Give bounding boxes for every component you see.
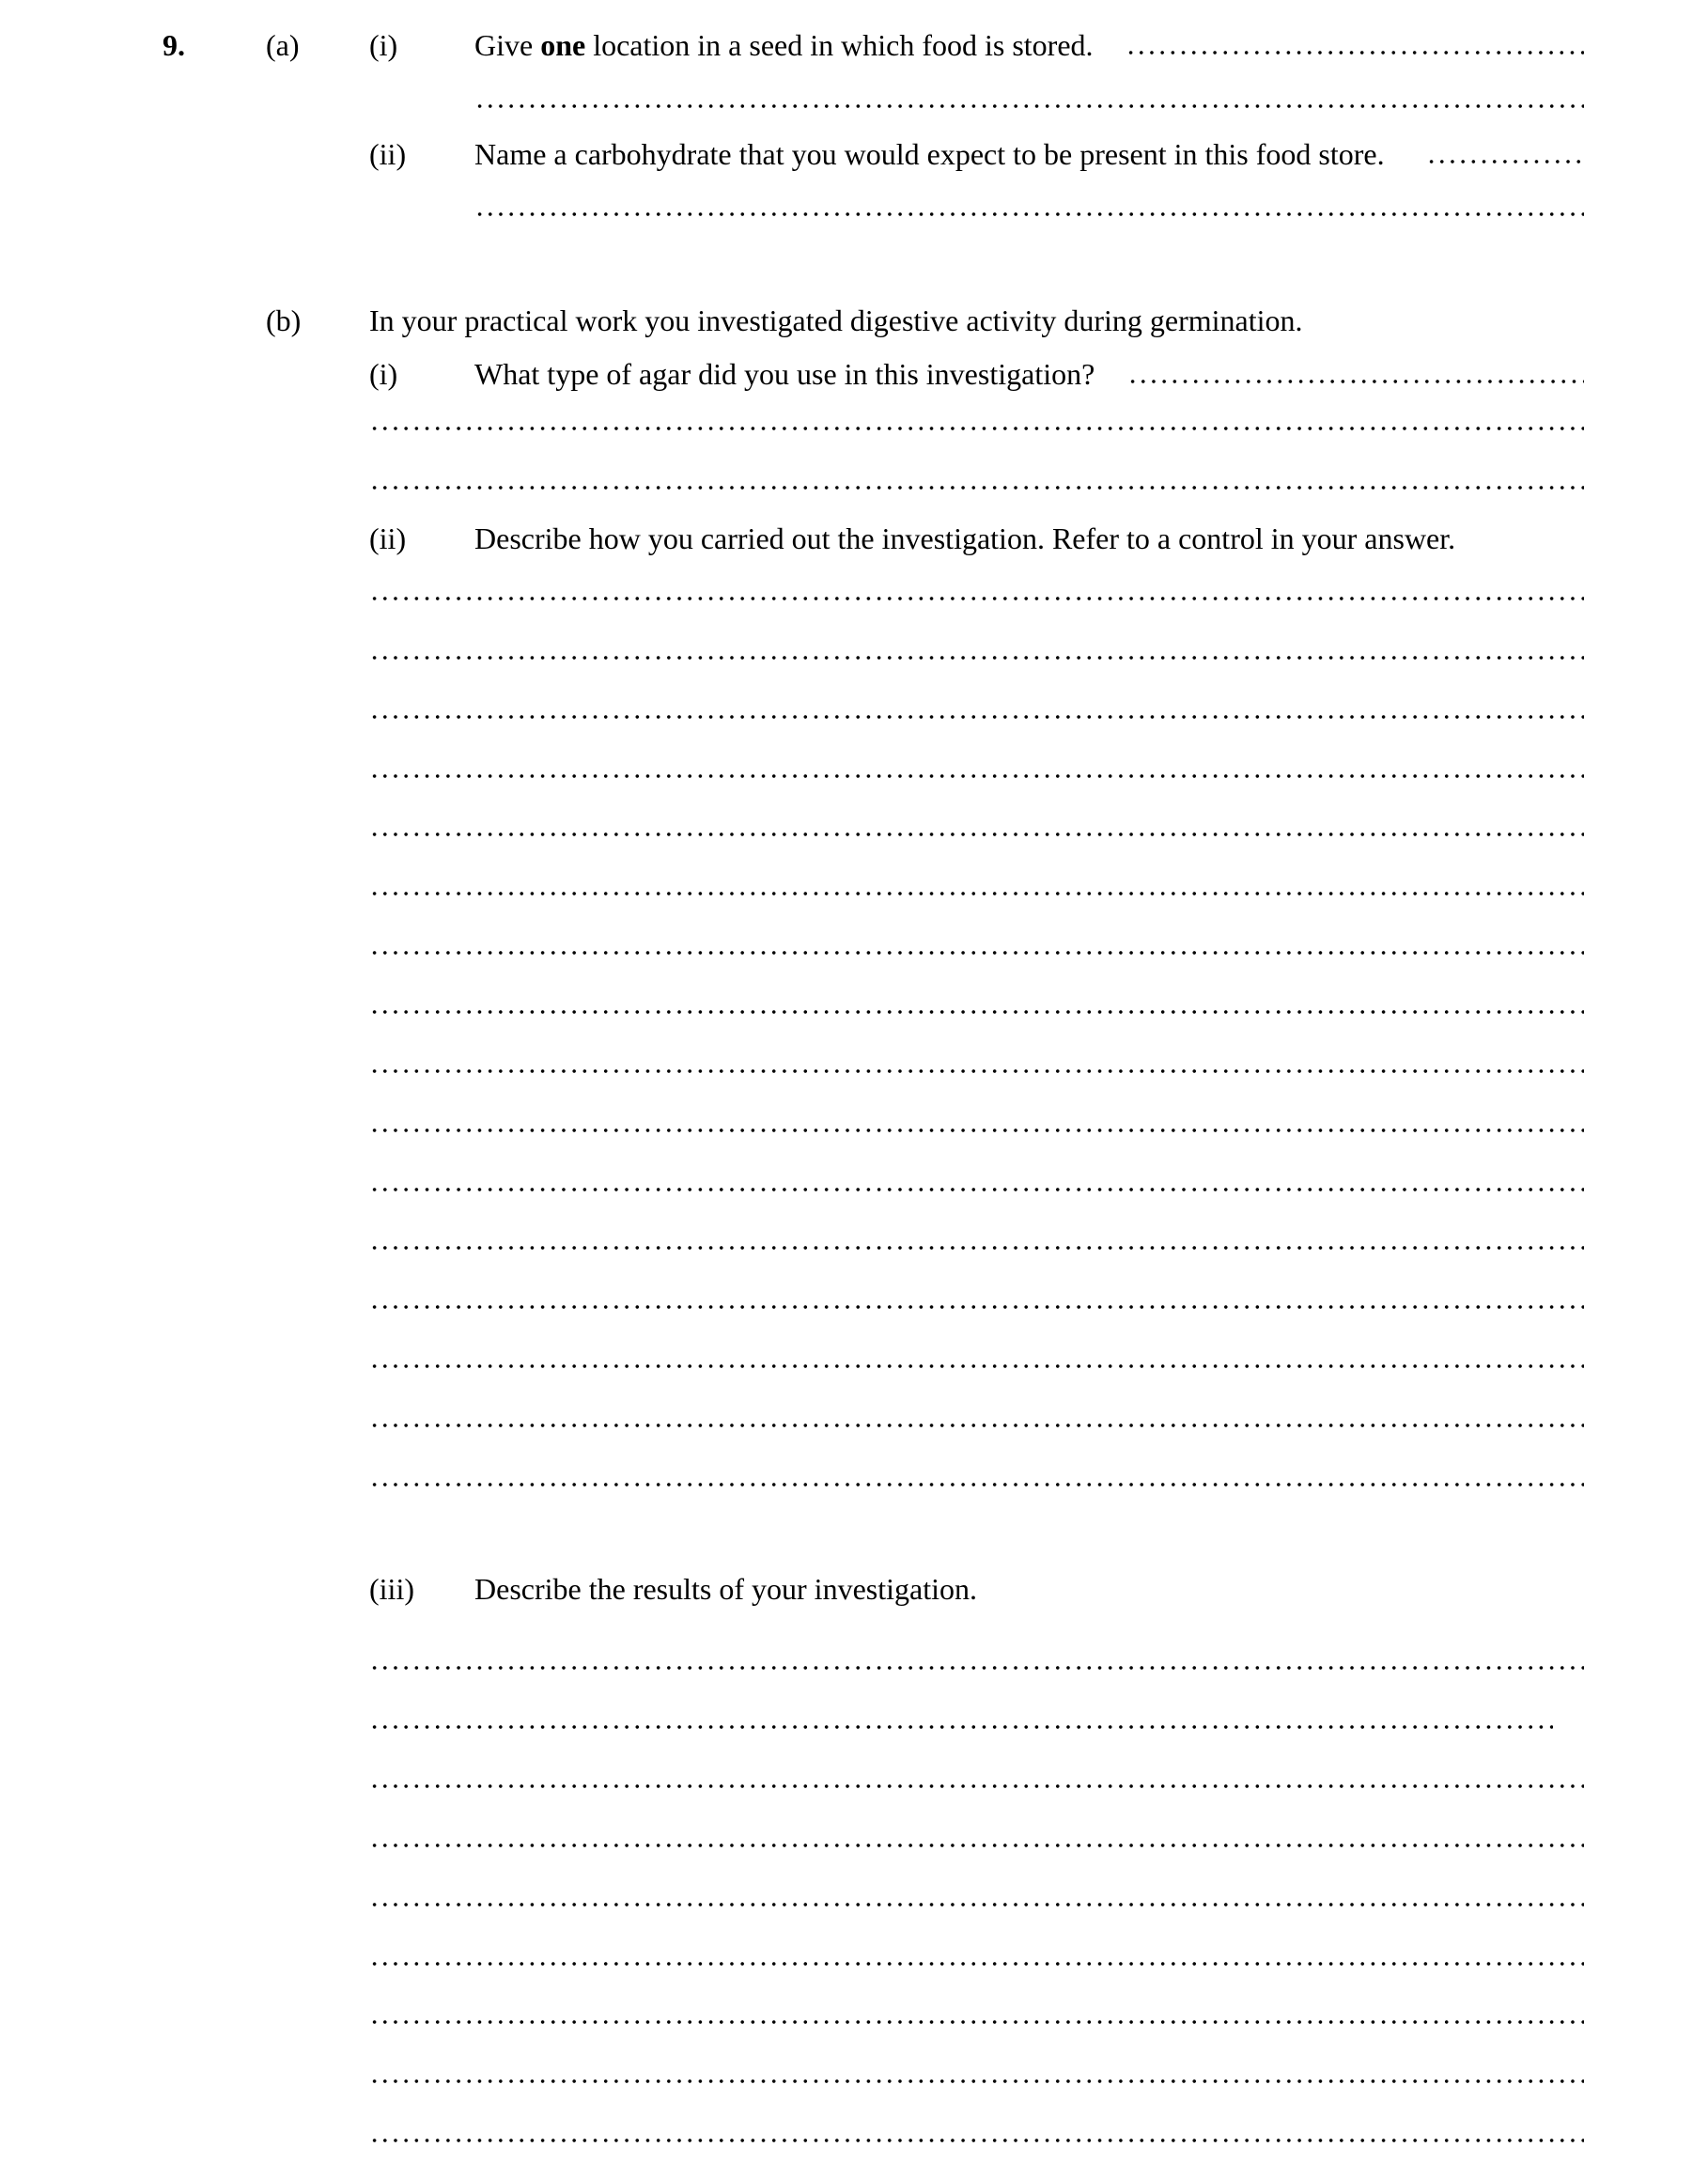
part-a-label: (a)	[266, 28, 300, 62]
answer-line[interactable]	[369, 1188, 1584, 1191]
answer-line[interactable]	[369, 427, 1584, 430]
answer-line[interactable]	[474, 104, 1584, 108]
answer-line[interactable]	[369, 486, 1584, 490]
emphasis-text: one	[540, 28, 586, 62]
part-a-i-question	[474, 30, 1094, 60]
answer-line[interactable]	[369, 1305, 1584, 1309]
answer-line[interactable]	[369, 1069, 1584, 1073]
answer-line-inline[interactable]	[1126, 51, 1584, 54]
question-text: Give	[474, 28, 541, 62]
answer-line[interactable]	[369, 2020, 1584, 2024]
part-a-ii-label: (ii)	[369, 137, 407, 171]
answer-line[interactable]	[369, 1128, 1584, 1132]
answer-line[interactable]	[369, 1962, 1584, 1966]
part-b-i-label: (i)	[369, 357, 398, 391]
part-b-label: (b)	[266, 303, 302, 337]
part-a-ii-question: Name a carbohydrate that you would expect to be present in this food store.	[474, 137, 1385, 171]
question-number: 9.	[163, 28, 185, 62]
answer-line[interactable]	[369, 892, 1584, 895]
answer-line[interactable]	[369, 597, 1584, 600]
answer-line[interactable]	[369, 774, 1584, 778]
answer-line[interactable]	[369, 1246, 1584, 1250]
answer-line[interactable]	[369, 1844, 1584, 1847]
answer-line[interactable]	[369, 1903, 1584, 1906]
answer-line-inline[interactable]	[1127, 380, 1584, 383]
part-b-intro: In your practical work you investigated digestive activity during germination.	[369, 303, 1303, 337]
part-b-ii-label: (ii)	[369, 521, 407, 555]
answer-line-inline[interactable]	[1426, 160, 1584, 163]
answer-line[interactable]	[369, 1666, 1584, 1670]
part-b-iii-question: Describe the results of your investigation.	[474, 1572, 977, 1606]
part-a-i-label: (i)	[369, 28, 398, 62]
answer-line[interactable]	[369, 1483, 1584, 1486]
answer-line[interactable]	[369, 833, 1584, 836]
part-b-i-question: What type of agar did you use in this investigation?	[474, 357, 1095, 391]
answer-line[interactable]	[369, 1364, 1584, 1368]
answer-line[interactable]	[474, 212, 1584, 216]
answer-line[interactable]	[369, 2139, 1584, 2142]
answer-line[interactable]	[369, 715, 1584, 719]
answer-line[interactable]	[369, 951, 1584, 955]
answer-line[interactable]	[369, 656, 1584, 660]
answer-line[interactable]	[369, 1010, 1584, 1014]
question-text: location in a seed in which food is stored.	[585, 28, 1094, 62]
answer-line[interactable]	[369, 1725, 1553, 1729]
answer-line[interactable]	[369, 1784, 1584, 1788]
answer-line[interactable]	[369, 1424, 1584, 1427]
part-b-ii-question: Describe how you carried out the investigation. Refer to a control in your answer.	[474, 521, 1456, 555]
part-b-iii-label: (iii)	[369, 1572, 414, 1606]
answer-line[interactable]	[369, 2079, 1584, 2083]
